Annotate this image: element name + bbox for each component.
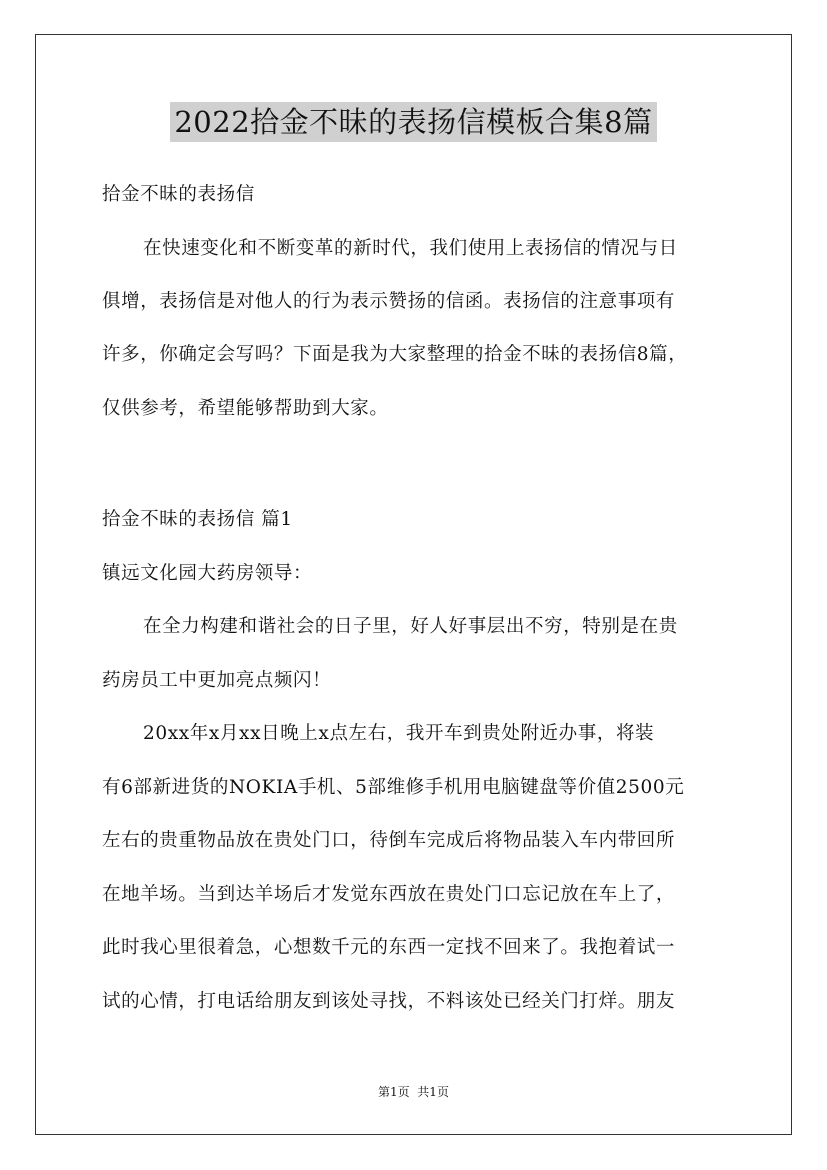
para2-line-5: 此时我心里很着急，心想数千元的东西一定找不回来了。我抱着试一 xyxy=(102,937,676,958)
para2-line-2: 有6部新进货的NOKIA手机、5部维修手机用电脑键盘等价值2500元 xyxy=(102,777,685,798)
intro-line-4: 仅供参考，希望能够帮助到大家。 xyxy=(102,398,389,419)
para2-line-3: 左右的贵重物品放在贵处门口，待倒车完成后将物品装入车内带回所 xyxy=(102,830,676,851)
para1-line-2: 药房员工中更加亮点频闪！ xyxy=(102,670,332,691)
salutation: 镇远文化园大药房领导： xyxy=(102,563,313,584)
section-heading: 拾金不昧的表扬信 xyxy=(102,184,255,205)
para2-line-6: 试的心情，打电话给朋友到该处寻找，不料该处已经关门打烊。朋友 xyxy=(102,991,676,1012)
article-heading: 拾金不昧的表扬信 篇1 xyxy=(102,509,293,530)
para2-line-4: 在地羊场。当到达羊场后才发觉东西放在贵处门口忘记放在车上了， xyxy=(102,884,676,905)
page-footer: 第1页 共1页 xyxy=(378,1085,449,1099)
para1-line-1: 在全力构建和谐社会的日子里，好人好事层出不穷，特别是在贵 xyxy=(143,616,678,637)
para2-line-1: 20xx年x月xx日晚上x点左右，我开车到贵处附近办事，将装 xyxy=(143,723,655,744)
intro-line-3: 许多，你确定会写吗？下面是我为大家整理的拾金不昧的表扬信8篇， xyxy=(102,344,688,365)
intro-line-2: 俱增，表扬信是对他人的行为表示赞扬的信函。表扬信的注意事项有 xyxy=(102,291,676,312)
intro-line-1: 在快速变化和不断变革的新时代，我们使用上表扬信的情况与日 xyxy=(143,238,678,259)
document-title: 2022拾金不昧的表扬信模板合集8篇 xyxy=(170,102,656,142)
